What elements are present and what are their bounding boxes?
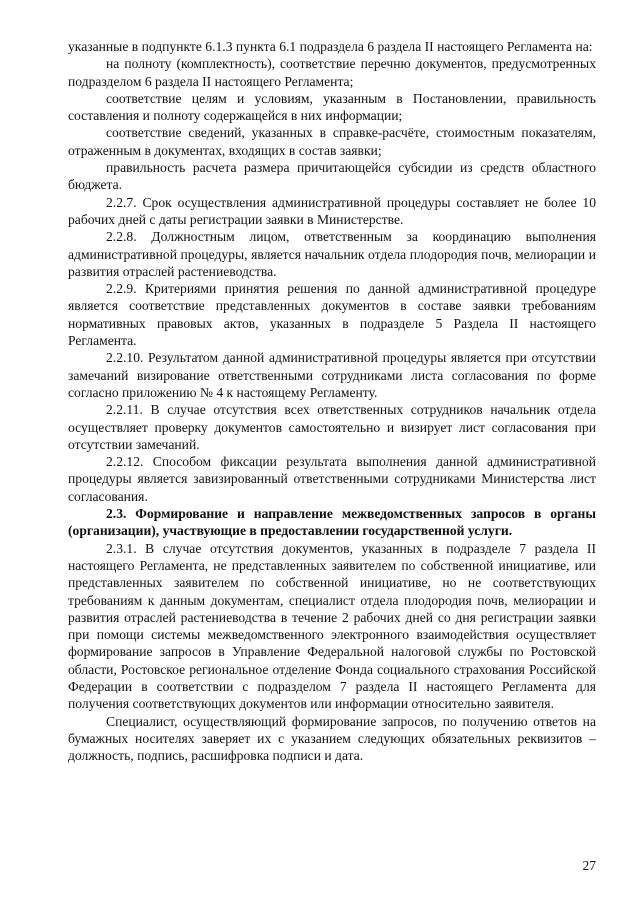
section-heading: 2.3. Формирование и направление межведомственных запросов в органы (организации), участвующие в предоставлении государственной услуги. <box>68 506 596 539</box>
paragraph: 2.2.7. Срок осуществления административной процедуры составляет не более 10 рабочих дней с даты регистрации заявки в Министерстве. <box>68 194 596 227</box>
paragraph: правильность расчета размера причитающейся субсидии из средств областного бюджета. <box>68 160 596 193</box>
paragraph: указанные в подпункте 6.1.3 пункта 6.1 подраздела 6 раздела II настоящего Регламента на: <box>68 39 593 54</box>
paragraph: соответствие сведений, указанных в справке-расчёте, стоимостным показателям, отраженным в документах, входящих в состав заявки; <box>68 125 596 158</box>
paragraph: 2.2.8. Должностным лицом, ответственным за координацию выполнения административной процедуры, является начальник отдела плодородия почв, мелиорации и развития отраслей растениеводства. <box>68 229 596 279</box>
paragraph: Специалист, осуществляющий формирование запросов, по получению ответов на бумажных носителях заверяет их с указанием следующих обязательных реквизитов – должность, подпись, расшифровка подписи и дата. <box>68 713 596 764</box>
paragraph: 2.2.11. В случае отсутствия всех ответственных сотрудников начальник отдела осуществляет проверку документов самостоятельно и визирует лист согласования при отсутствии замечаний. <box>68 402 596 452</box>
page-number: 27 <box>582 858 596 873</box>
paragraph: 2.2.10. Результатом данной административной процедуры является при отсутствии замечаний визирование ответственными сотрудниками листа согласования по форме согласно приложению № 4 к настоящему Регламенту. <box>68 350 596 400</box>
paragraph: соответствие целям и условиям, указанным в Постановлении, правильность составления и полноту содержащейся в них информации; <box>68 90 596 124</box>
document-body <box>68 38 596 764</box>
paragraph: на полноту (комплектность), соответствие перечню документов, предусмотренных подразделом 6 раздела II настоящего Регламента; <box>68 56 596 89</box>
paragraph: 2.2.9. Критериями принятия решения по данной административной процедуре является соответствие представленных документов в составе заявки требованиям нормативных правовых актов, указанных в подразделе 5 Раздела II настоящего Регламента. <box>68 281 596 349</box>
paragraph: 2.3.1. В случае отсутствия документов, указанных в подразделе 7 раздела II настоящего Регламента, не представленных заявителем по собственной инициативе, или представленных заявителем по собственной инициативе, но не соответствующих требованиям к данным документам, специалист отдела плодородия почв, мелиорации и развития отраслей растениеводства в течение 2 рабочих дней со дня регистрации заявки при помощи системы межведомственного электронного взаимодействия осуществляет формирование запросов в Управление Федеральной налоговой службы по Ростовской области, Ростовское региональное отделение Фонда социального страхования Российской Федерации в соответствии с подразделом 7 раздела II настоящего Регламента для получения соответствующих документов или информации относительно заявителя. <box>68 540 596 712</box>
paragraph: 2.2.12. Способом фиксации результата выполнения данной административной процедуры является завизированный ответственными сотрудниками Министерства лист согласования. <box>68 454 596 504</box>
